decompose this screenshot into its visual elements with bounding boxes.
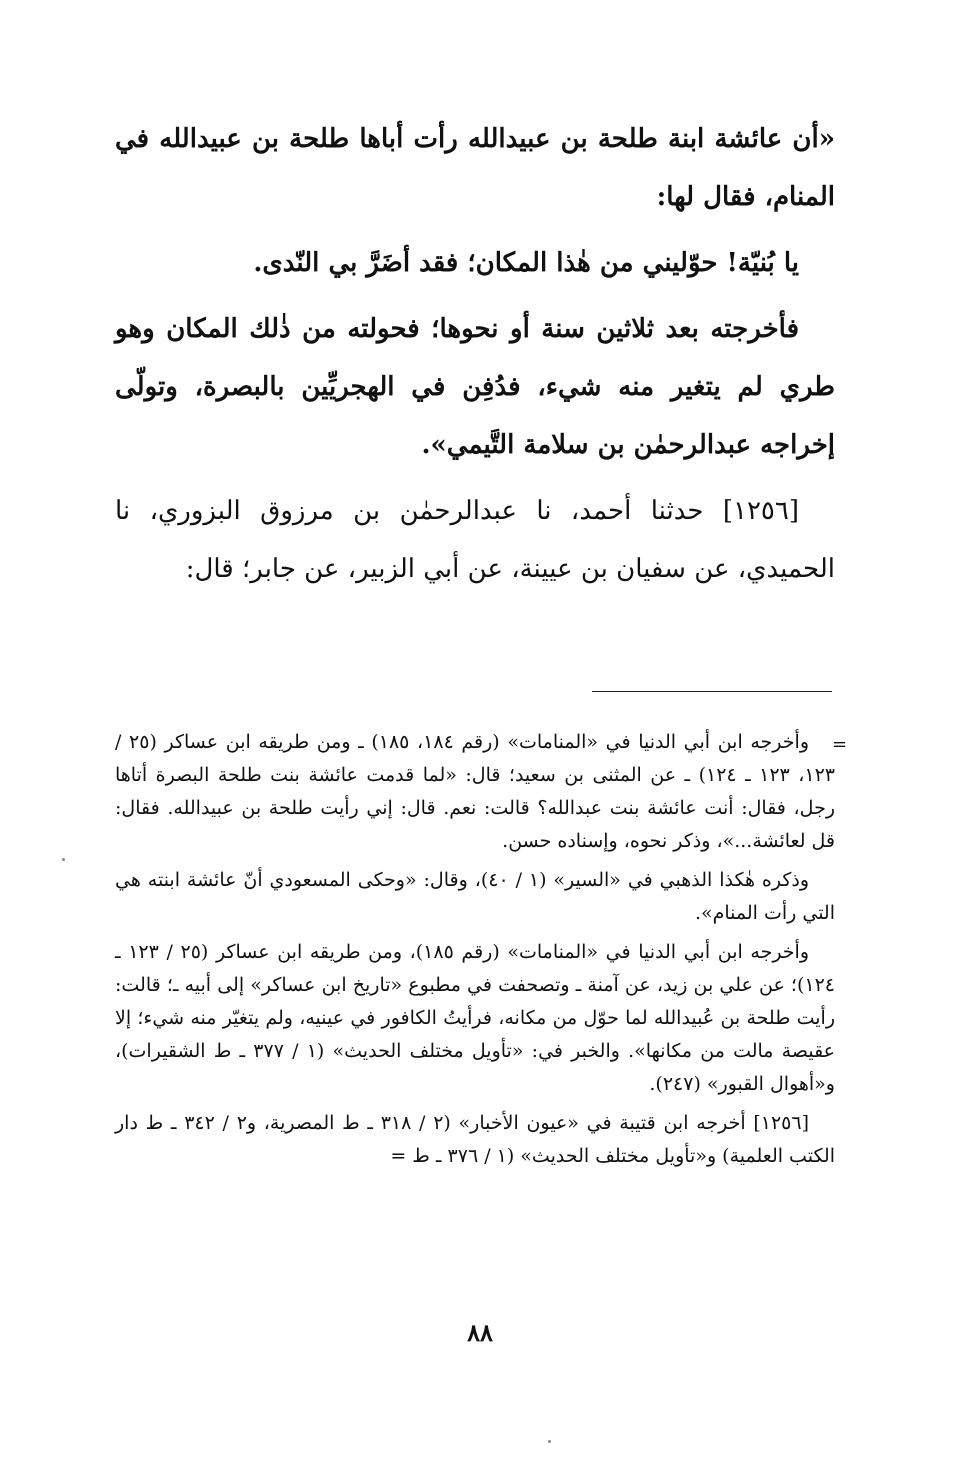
- main-text: [115, 110, 835, 598]
- footnote-separator: [592, 691, 832, 692]
- footnote-paragraph: وأخرجه ابن أبي الدنيا في «المنامات» (رقم ١٨٥)، ومن طريقه ابن عساكر (٢٥ / ١٢٣ ـ ١٢٤)؛ عن علي بن زيد، عن آمنة ـ وتصحفت في مطبوع «تاريخ ابن عساكر» إلى أبيه ـ؛ قالت: رأيت طلحة بن عُبيدالله لما حوّل من مكانه، فرأيتُ الكافور في عينيه، ولم يتغيّر منه شيء؛ إلا عقيصة مالت من مكانها». والخبر في: «تأويل مختلف الحديث» (١ / ٣٧٧ ـ ط الشقيرات)، و«أهوال القبور» (٢٤٧).: [115, 941, 836, 1095]
- hadith-chain-1256: [١٢٥٦] حدثنا أحمد، نا عبدالرحمٰن بن مرزوق البزوري، نا الحميدي، عن سفيان بن عيينة، عن أبي الزبير، عن جابر؛ قال:: [115, 496, 835, 584]
- footnotes: [115, 726, 835, 1179]
- narration-continuation: فأخرجته بعد ثلاثين سنة أو نحوها؛ فحولته من ذٰلك المكان وهو طري لم يتغير منه شيء، فدُفِن في الهجريِّين بالبصرة، وتولّى إخراجه عبدالرحمٰن بن سلامة التَّيمي».: [115, 314, 835, 460]
- scan-speck: [548, 1440, 551, 1443]
- page-number: ٨٨: [467, 1318, 493, 1347]
- dream-quote: يا بُنيّة! حوّليني من هٰذا المكان؛ فقد أضَرَّ بي النّدى.: [253, 248, 799, 278]
- footnote-paragraph: [١٢٥٦] أخرجه ابن قتيبة في «عيون الأخبار» (٢ / ٣١٨ ـ ط المصرية، و٢ / ٣٤٢ ـ ط دار الكتب العلمية) و«تأويل مختلف الحديث» (١ / ٣٧٦ ـ ط =: [115, 1112, 835, 1167]
- footnote-paragraph: وذكره هٰكذا الذهبي في «السير» (١ / ٤٠)، وقال: «وحكى المسعودي أنّ عائشة ابنته هي التي رأت المنام».: [115, 869, 835, 924]
- footnote-continuation-mark: =: [832, 734, 848, 755]
- footnote-paragraph: وأخرجه ابن أبي الدنيا في «المنامات» (رقم ١٨٤، ١٨٥) ـ ومن طريقه ابن عساكر (٢٥ / ١٢٣، ١٢٣ ـ ١٢٤) ـ عن المثنى بن سعيد؛ قال: «لما قدمت عائشة بنت طلحة البصرة أتاها رجل، فقال: أنت عائشة بنت عبدالله؟ قالت: نعم. قال: إني رأيت طلحة بن عبيدالله. فقال: قل لعائشة...»، وذكر نحوه، وإسناده حسن.: [115, 731, 835, 852]
- scan-speck: [62, 858, 65, 861]
- narration-paragraph: «أن عائشة ابنة طلحة بن عبيدالله رأت أباها طلحة بن عبيدالله في المنام، فقال لها:: [115, 124, 835, 212]
